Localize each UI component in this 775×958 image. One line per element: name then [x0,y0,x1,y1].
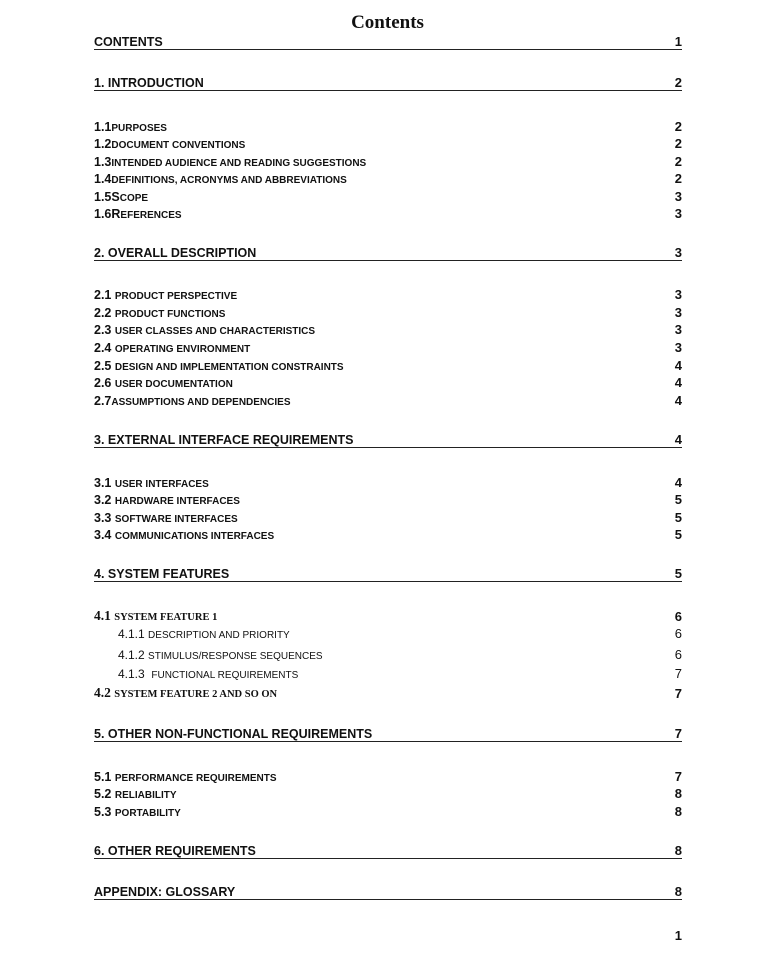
toc-entry-1-4[interactable] [94,168,682,186]
toc-entry-label: 3. EXTERNAL INTERFACE REQUIREMENTS [94,433,354,447]
toc-entry-number: 4.1.2 [118,648,145,662]
toc-entry-page: 4 [674,358,682,373]
toc-entry-number: 1.2 [94,137,112,151]
toc-entry-page: 5 [674,527,682,542]
toc-entry-label: 2. OVERALL DESCRIPTION [94,246,257,260]
toc-entry-label: SOFTWARE INTERFACES [114,514,238,525]
toc-entry-number: 2.2 [94,306,112,320]
toc-entry-label: 5. OTHER NON-FUNCTIONAL REQUIREMENTS [94,727,373,741]
toc-entry-number: 2.4 [94,341,112,355]
toc-entry-number: 4.1.3 [118,667,145,681]
toc-entry-page: 6 [674,647,682,662]
toc-entry-1-1[interactable] [94,116,682,134]
toc-entry-label: PORTABILITY [114,808,181,819]
toc-entry-number: 3.1 [94,476,112,490]
toc-entry-page: 8 [674,804,682,819]
toc-entry-page: 2 [674,75,682,90]
toc-entry-number: 4.1.1 [118,627,145,641]
toc-entry-number: 2.3 [94,323,112,337]
toc-entry-2-7[interactable] [94,390,682,408]
toc-entry-1-3[interactable] [94,151,682,169]
toc-entry-number: 4.2 [94,685,111,700]
page-number: 1 [674,928,682,943]
toc-entry-number: 3.2 [94,493,112,507]
toc-entry-label: PURPOSES [111,123,167,134]
toc-entry-3-1[interactable] [94,472,682,490]
toc-entry-label: STIMULUS/RESPONSE SEQUENCES [148,651,323,662]
toc-entry-2-4[interactable] [94,337,682,355]
toc-entry-label: EFERENCES [120,210,182,221]
toc-entry-label: DESIGN AND IMPLEMENTATION CONSTRAINTS [114,362,344,373]
toc-entry-1-6[interactable] [94,203,682,221]
toc-entry-2-3[interactable] [94,319,682,337]
toc-entry-page: 4 [674,432,682,447]
toc-entry-number: 3.4 [94,528,112,542]
toc-entry-number: 1.4 [94,172,112,186]
toc-entry-other-non-functional-requirements[interactable] [94,725,682,742]
toc-entry-page: 8 [674,786,682,801]
toc-entry-label: OPERATING ENVIRONMENT [114,344,251,355]
toc-entry-other-requirements[interactable] [94,842,682,859]
toc-entry-number: 5.2 [94,787,112,801]
toc-entry-number: 2.1 [94,288,112,302]
toc-entry-page: 1 [674,34,682,49]
toc-entry-page: 5 [674,566,682,581]
toc-entry-page: 3 [674,322,682,337]
toc-entry-5-1[interactable] [94,766,682,784]
toc-entry-5-2[interactable] [94,783,682,801]
toc-entry-2-2[interactable] [94,302,682,320]
toc-entry-label: SYSTEM FEATURE 1 [114,612,218,623]
toc-entry-page: 3 [674,189,682,204]
toc-entry-page: 2 [674,154,682,169]
toc-entry-label: HARDWARE INTERFACES [114,496,240,507]
toc-entry-page: 3 [674,340,682,355]
toc-entry-label: FUNCTIONAL REQUIREMENTS [151,670,299,681]
toc-entry-appendix-glossary[interactable] [94,883,682,900]
toc-entry-label: PERFORMANCE REQUIREMENTS [114,773,277,784]
toc-entry-number: 2.7 [94,394,112,408]
toc-entry-1-5[interactable] [94,186,682,204]
toc-entry-label: INTENDED AUDIENCE AND READING SUGGESTIONS [111,158,367,169]
toc-entry-page: 6 [674,609,682,624]
toc-entry-page: 4 [674,375,682,390]
toc-entry-page: 4 [674,393,682,408]
toc-entry-page: 6 [674,626,682,641]
toc-entry-3-4[interactable] [94,524,682,542]
toc-entry-3-3[interactable] [94,507,682,525]
toc-entry-introduction[interactable] [94,74,682,91]
toc-entry-page: 8 [674,843,682,858]
toc-entry-label: USER DOCUMENTATION [114,379,233,390]
toc-entry-label: COMMUNICATIONS INTERFACES [114,531,275,542]
toc-entry-initial: S [111,190,120,204]
toc-entry-number: 1.5 [94,190,112,204]
toc-entry-2-6[interactable] [94,372,682,390]
toc-entry-label: PRODUCT PERSPECTIVE [114,291,238,302]
toc-entry-number: 2.5 [94,359,112,373]
toc-entry-label: APPENDIX: GLOSSARY [94,885,236,899]
toc-entry-page: 3 [674,287,682,302]
toc-entry-3-2[interactable] [94,489,682,507]
toc-entry-label: 1. INTRODUCTION [94,76,204,90]
toc-entry-initial: R [111,207,121,221]
toc-entry-label: CONTENTS [94,35,163,49]
toc-entry-page: 5 [674,510,682,525]
toc-entry-2-5[interactable] [94,355,682,373]
toc-entry-page: 7 [674,769,682,784]
toc-entry-label: PRODUCT FUNCTIONS [114,309,226,320]
toc-entry-label: ASSUMPTIONS AND DEPENDENCIES [111,397,291,408]
toc-entry-page: 3 [674,206,682,221]
toc-entry-system-features[interactable] [94,565,682,582]
toc-entry-2-1[interactable] [94,284,682,302]
toc-entry-page: 7 [674,686,682,701]
toc-entry-number: 3.3 [94,511,112,525]
toc-entry-4-1-1[interactable] [118,623,682,641]
toc-entry-label: DESCRIPTION AND PRIORITY [148,630,290,641]
toc-entry-4-1-3[interactable] [118,663,682,681]
toc-entry-overall-description[interactable] [94,244,682,261]
toc-entry-label: 6. OTHER REQUIREMENTS [94,844,256,858]
page-title: Contents [351,12,424,33]
toc-entry-external-interface-requirements[interactable] [94,431,682,448]
toc-entry-page: 5 [674,492,682,507]
toc-entry-page: 4 [674,475,682,490]
toc-entry-page: 7 [674,726,682,741]
toc-entry-page: 8 [674,884,682,899]
toc-entry-contents[interactable] [94,33,682,50]
toc-entry-label: COPE [119,193,149,204]
toc-entry-label: DOCUMENT CONVENTIONS [111,140,246,151]
toc-entry-page: 2 [674,119,682,134]
toc-entry-1-2[interactable] [94,133,682,151]
toc-entry-number: 4.1 [94,608,111,623]
toc-entry-number: 2.6 [94,376,112,390]
toc-entry-4-1-2[interactable] [118,644,682,662]
toc-entry-label: SYSTEM FEATURE 2 AND SO ON [114,689,278,700]
toc-entry-label: USER CLASSES AND CHARACTERISTICS [114,326,316,337]
toc-entry-4-1[interactable] [94,606,682,624]
toc-entry-label: USER INTERFACES [114,479,209,490]
toc-entry-page: 7 [674,666,682,681]
toc-entry-number: 5.3 [94,805,112,819]
toc-entry-page: 3 [674,245,682,260]
toc-entry-page: 2 [674,171,682,186]
toc-entry-label: 4. SYSTEM FEATURES [94,567,230,581]
toc-entry-number: 5.1 [94,770,112,784]
toc-entry-number: 1.1 [94,120,112,134]
toc-entry-number: 1.3 [94,155,112,169]
toc-entry-label: RELIABILITY [114,790,177,801]
toc-entry-page: 2 [674,136,682,151]
toc-entry-number: 1.6 [94,207,112,221]
toc-entry-4-2[interactable] [94,683,682,701]
toc-entry-5-3[interactable] [94,801,682,819]
toc-entry-page: 3 [674,305,682,320]
toc-entry-label: DEFINITIONS, ACRONYMS AND ABBREVIATIONS [111,175,347,186]
